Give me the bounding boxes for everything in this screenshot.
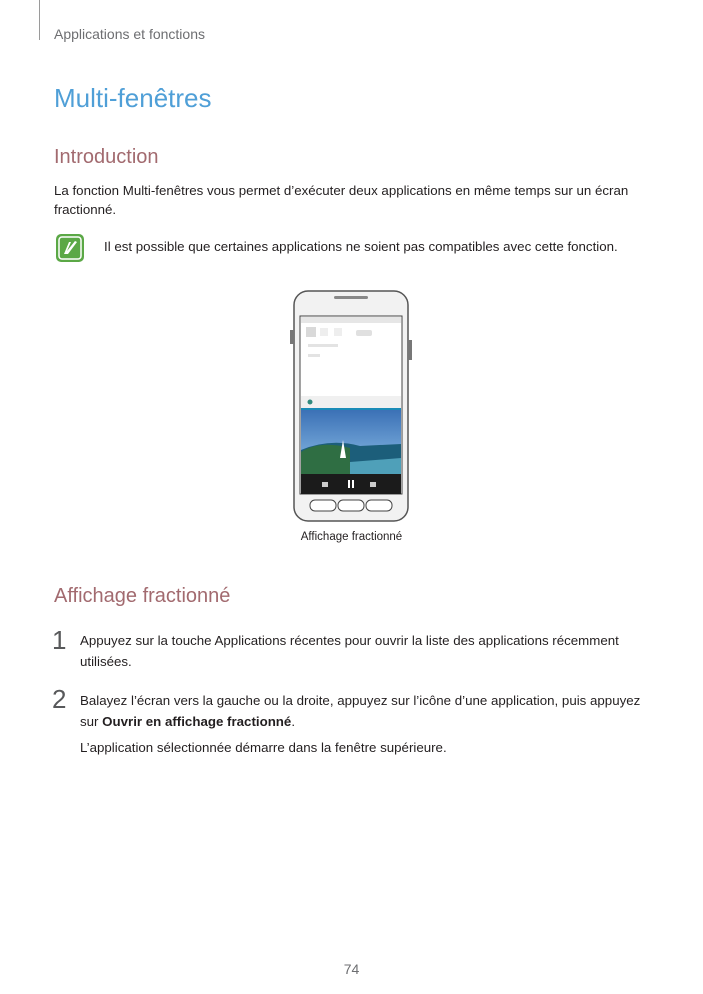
open-in-split-view-label: Ouvrir en affichage fractionné	[102, 714, 292, 729]
page-number: 74	[343, 961, 360, 977]
running-header: Applications et fonctions	[54, 26, 205, 42]
figure-caption: Affichage fractionné	[300, 531, 403, 543]
header-rule	[39, 0, 40, 40]
compatibility-note: Il est possible que certaines applications ne soient pas compatibles avec cette fonction.	[104, 239, 618, 254]
intro-heading: Introduction	[54, 146, 159, 168]
split-view-heading: Affichage fractionné	[54, 585, 231, 607]
step-1-number: 1	[52, 625, 67, 655]
intro-paragraph: La fonction Multi-fenêtres vous permet d’exécuter deux applications en même temps sur un écran fractionné.	[54, 183, 629, 217]
page-title: Multi-fenêtres	[54, 83, 212, 113]
step-1-text: Appuyez sur la touche Applications récentes pour ouvrir la liste des applications récemment utilisées.	[80, 633, 619, 669]
split-screen-phone-illustration	[290, 290, 412, 522]
note-icon	[55, 233, 85, 263]
step-2-number: 2	[52, 684, 67, 714]
step-2-result: L’application sélectionnée démarre dans la fenêtre supérieure.	[80, 740, 447, 755]
step-2-text: Balayez l’écran vers la gauche ou la droite, appuyez sur l’icône d’une application, puis appuyez sur Ouvrir en affichage fractionné.	[80, 693, 641, 729]
